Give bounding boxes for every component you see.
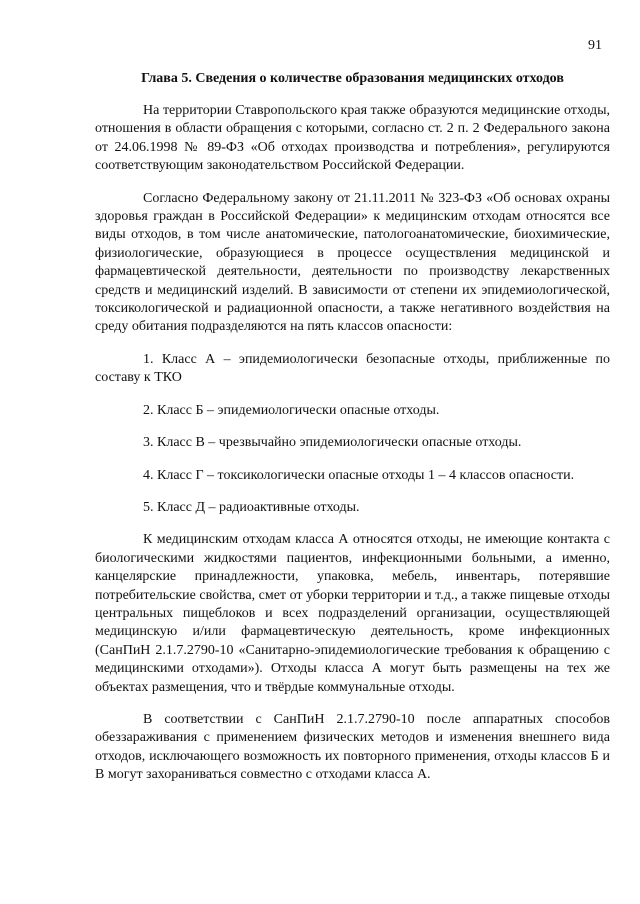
list-item-class-a: 1. Класс А – эпидемиологически безопасные отходы, приближенные по составу к ТКО bbox=[95, 351, 610, 386]
page-content bbox=[95, 70, 610, 799]
paragraph-intro: На территории Ставропольского края также образуются медицинские отходы, отношения в области обращения с которыми, согласно ст. 2 п. 2 Федерального закона от 24.06.1998 № 89-ФЗ «Об отходах производства и потребления», регулируются соответствующим законодательством Российской Федерации. bbox=[95, 103, 610, 174]
list-item-class-v: 3. Класс В – чрезвычайно эпидемиологически опасные отходы. bbox=[143, 435, 522, 451]
list-item-class-d: 5. Класс Д – радиоактивные отходы. bbox=[143, 499, 360, 515]
paragraph-law: Согласно Федеральному закону от 21.11.2011 № 323-ФЗ «Об основах охраны здоровья граждан в Российской Федерации» к медицинским отходам относятся все виды отходов, в том числе анатомические, патологоанатомические, биохимические, физиологические, образующиеся в процессе осуществления медицинской и фармацевтической деятельности, деятельности по производству лекарственных средств и медицинский изделий. В зависимости от степени их эпидемиологической, токсикологической и радиационной опасности, а также негативного воздействия на среду обитания подразделяются на пять классов опасности: bbox=[95, 190, 610, 335]
paragraph-disposal: В соответствии с СанПиН 2.1.7.2790-10 после аппаратных способов обеззараживания с применением физических методов и изменения внешнего вида отходов, исключающего возможность их повторного применения, отходы классов Б и В могут захораниваться совместно с отходами класса А. bbox=[95, 711, 610, 783]
paragraph-class-a-details: К медицинским отходам класса А относятся отходы, не имеющие контакта с биологическими жидкостями пациентов, инфекционными больными, а именно, канцелярские принадлежности, упаковка, мебель, инвентарь, потерявшие потребительские свойства, смет от уборки территории и т.д., а также пищевые отходы центральных пищеблоков и всех подразделений организации, осуществляющей медицинскую и/или фармацевтическую деятельность, кроме инфекционных (СанПиН 2.1.7.2790-10 «Санитарно-эпидемиологические требования к обращению с медицинскими отходами»). Отходы класса А могут быть размещены на тех же объектах размещения, что и твёрдые коммунальные отходы. bbox=[95, 532, 610, 695]
list-item-class-b: 2. Класс Б – эпидемиологически опасные отходы. bbox=[143, 402, 440, 418]
list-item-class-g: 4. Класс Г – токсикологически опасные отходы 1 – 4 классов опасности. bbox=[143, 467, 575, 483]
page-number: 91 bbox=[588, 38, 602, 53]
chapter-title: Глава 5. Сведения о количестве образования медицинских отходов bbox=[141, 71, 564, 86]
